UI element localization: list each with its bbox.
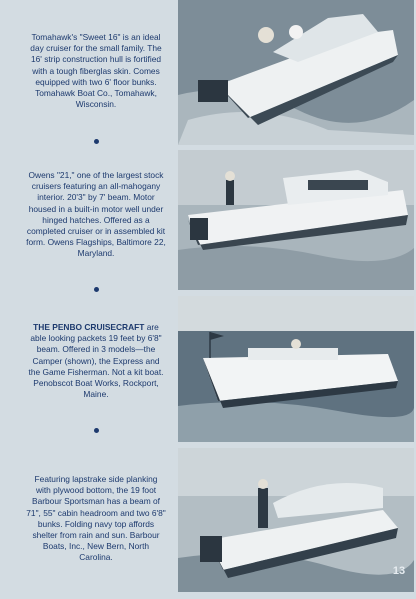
bullet-dot [94, 139, 99, 144]
photo-barbour-boat [178, 448, 414, 592]
caption-lead: THE PENBO CRUISECRAFT [33, 322, 145, 332]
caption-text: Owens "21," one of the largest stock cruisers featuring an all-mahogany interior. 20'3" by 7' beam. Motor housed in a built-in motor well under hinged hatches. Offered as a completed cruiser or in assembled kit form. Owens Flagships, Baltimore 22, Maryland. [26, 170, 166, 259]
photo-penbo-boat [178, 296, 414, 442]
bullet-dot [94, 287, 99, 292]
caption-barbour [26, 474, 166, 564]
caption-owens [26, 170, 166, 260]
caption-text: are able looking packets 19 feet by 6'8" beam. Offered in 3 models—the Camper (shown), the Express and the Game Fisherman. Not a kit boat. Penobscot Boat Works, Rockport, Maine. [28, 322, 164, 400]
caption-text: Tomahawk's "Sweet 16" is an ideal day cruiser for the small family. The 16' strip construction hull is fortified with a tough fiberglas skin. Comes equipped with two 6' floor bunks. Tomahawk Boat Co., Tomahawk, Wisconsin. [30, 32, 162, 110]
caption-text: Featuring lapstrake side planking with plywood bottom, the 19 foot Barbour Sportsman has a beam of 71", 55" cabin headroom and two 6'8" bunks. Folding navy top affords shelter from rain and sun. Barbour Boats, Inc., New Bern, North Carolina. [26, 474, 166, 563]
caption-tomahawk [26, 32, 166, 110]
photo-owens-boat [178, 150, 414, 290]
page-number: 13 [392, 565, 406, 577]
caption-penbo [26, 322, 166, 400]
bullet-dot [94, 428, 99, 433]
photo-tomahawk-boat [178, 0, 414, 145]
